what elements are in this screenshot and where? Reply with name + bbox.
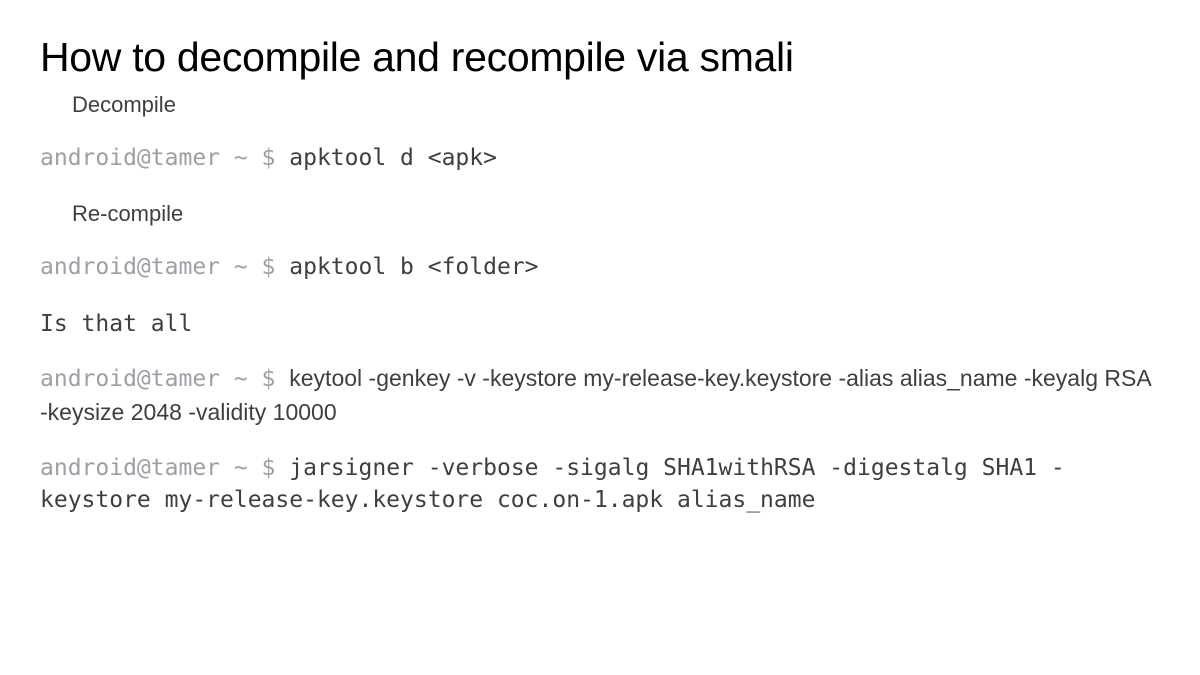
shell-prompt: android@tamer ~ $ [40,366,276,393]
page-title: How to decompile and recompile via smali [40,34,794,80]
command-line-jarsigner [40,452,1160,517]
shell-prompt: android@tamer ~ $ [40,454,276,481]
shell-prompt: android@tamer ~ $ [40,253,276,280]
command-text-apktool-b: apktool b <folder> [289,253,539,280]
command-text-keytool: keytool -genkey -v -keystore my-release-key.keystore -alias alias_name -keyalg RSA -keysize 2048 -validity 10000 [40,365,1151,425]
command-line-keytool [40,362,1160,429]
command-text-apktool-d: apktool d <apk> [289,144,497,171]
note-text: Is that all [40,310,193,337]
section-label-decompile: Decompile [72,92,176,118]
command-text-jarsigner: jarsigner -verbose -sigalg SHA1withRSA -digestalg SHA1 -keystore my-release-key.keystore coc.on-1.apk alias_name [40,454,1065,514]
command-line-decompile [40,142,1160,175]
shell-prompt: android@tamer ~ $ [40,144,276,171]
section-label-recompile: Re-compile [72,201,184,227]
command-line-recompile [40,251,1160,284]
